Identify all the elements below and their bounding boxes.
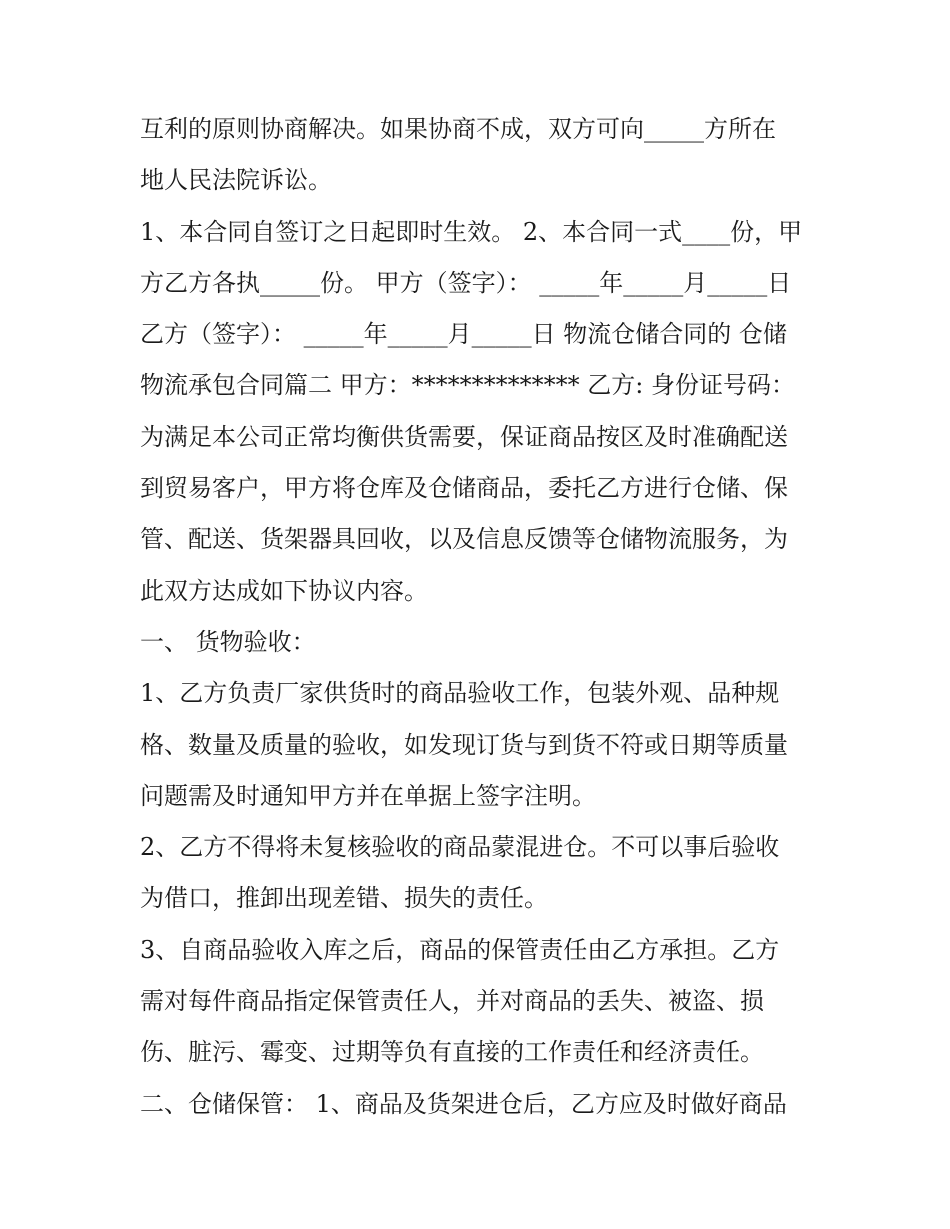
text-line: 伤、脏污、霉变、过期等负有直接的工作责任和经济责任。 <box>140 1038 764 1067</box>
section-heading: 一、 货物验收： <box>140 627 316 656</box>
document-body <box>140 104 820 1130</box>
text-line: 到贸易客户，甲方将仓库及仓储商品，委托乙方进行仓储、保 <box>140 474 788 503</box>
section-heading: 二、仓储保管： 1、商品及货架进仓后，乙方应及时做好商品 <box>140 1089 787 1118</box>
text-line: 1、本合同自签订之日起即时生效。 2、本合同一式____份，甲 <box>140 217 803 246</box>
text-line: 此双方达成如下协议内容。 <box>140 576 428 605</box>
text-line: 3、自商品验收入库之后，商品的保管责任由乙方承担。乙方 <box>140 935 780 964</box>
text-line: 为满足本公司正常均衡供货需要，保证商品按区及时准确配送 <box>140 422 788 451</box>
text-line: 互利的原则协商解决。如果协商不成，双方可向_____方所在 <box>140 115 776 143</box>
text-line: 需对每件商品指定保管责任人，并对商品的丢失、被盗、损 <box>140 987 764 1016</box>
text-line: 问题需及时通知甲方并在单据上签字注明。 <box>140 781 596 810</box>
text-line: 物流承包合同篇二 甲方：************** 乙方: 身份证号码： <box>140 371 795 400</box>
text-line: 2、乙方不得将未复核验收的商品蒙混进仓。不可以事后验收 <box>140 833 780 862</box>
text-line: 格、数量及质量的验收，如发现订货与到货不符或日期等质量 <box>140 730 788 759</box>
text-line: 为借口，推卸出现差错、损失的责任。 <box>140 884 548 913</box>
text-line: 管、配送、货架器具回收，以及信息反馈等仓储物流服务，为 <box>140 525 788 554</box>
text-line: 乙方（签字）： _____年_____月_____日 物流仓储合同的 仓储 <box>140 320 787 349</box>
text-line: 地人民法院诉讼。 <box>140 166 332 195</box>
text-line: 1、乙方负责厂家供货时的商品验收工作，包装外观、品种规 <box>140 679 780 708</box>
text-line: 方乙方各执_____份。 甲方（签字）： _____年_____月_____日 <box>140 268 792 297</box>
